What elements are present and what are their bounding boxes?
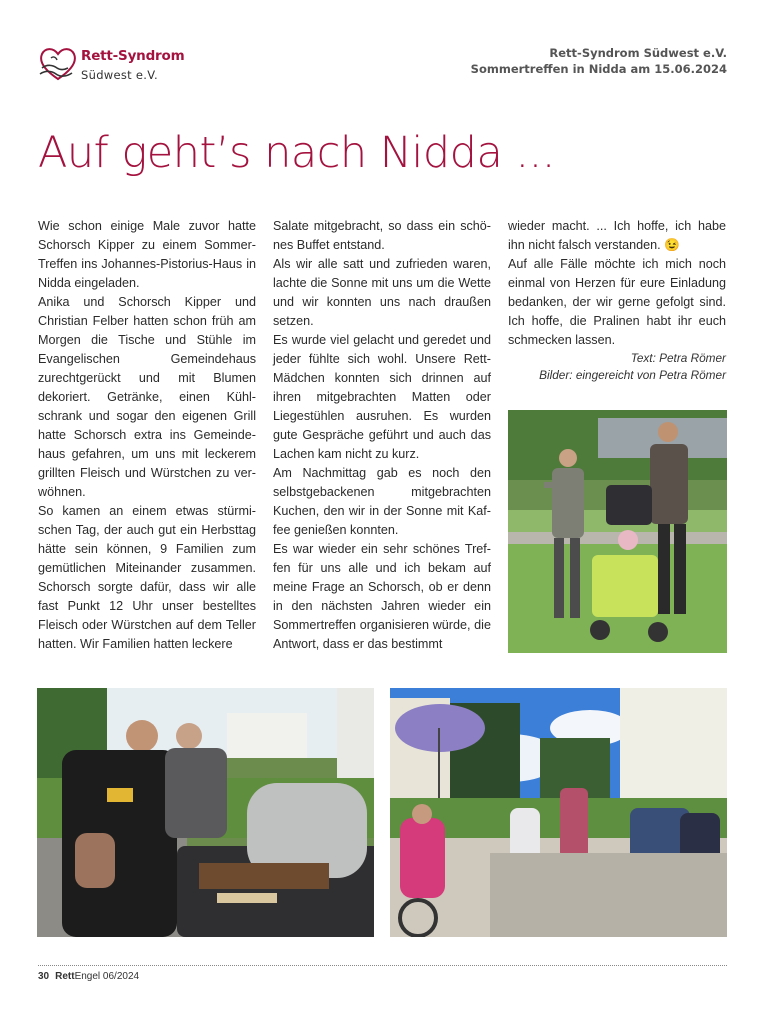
- footer-divider: [38, 965, 727, 966]
- paragraph: Auf alle Fälle möchte ich mich noch einmal von Herzen für eure Einladung bedanken, der wir gerne gefolgt sind. Ich hoffe, die Pralinen habt ihr euch schmecken lassen.: [508, 257, 726, 347]
- text-column-3: [508, 217, 726, 384]
- photo-credit: Bilder: eingereicht von Petra Römer: [539, 368, 726, 382]
- text-column-2: [273, 217, 491, 654]
- photo-garden-gathering: [390, 688, 727, 937]
- paragraph: Anika und Schorsch Kipper und Christian Felber hatten schon früh am Morgen die Tische und Stühle im Evangelischen Gemeindehaus zurechtgerückt und mit Blumen dekoriert. Getränke, einen Kühlschrank und sogar den eigenen Grill hatte Schorsch extra ins Gemeindehaus gefahren, um uns mit leckerem grillten Fleisch und Würstchen zu verwöhnen.: [38, 295, 256, 499]
- organization-logo: [37, 44, 185, 86]
- photo-family-stroller: [508, 410, 727, 653]
- paragraph: So kamen an einem etwas stürmischen Tag, der auch gut ein Herbsttag hätte sein können, 9 Familien zum gemütlichen Miteinander zusammen. Schorsch sorgte dafür, dass wir alle fast Punkt 12 Uhr unser bestelltes Fleisch oder Würstchen auf dem Teller hatten. Wir Familien hatten leckere: [38, 504, 256, 651]
- paragraph: Salate mitgebracht, so dass ein schönes Buffet entstand.: [273, 219, 491, 252]
- paragraph: wieder macht. ... Ich hoffe, ich habe ihn nicht falsch verstanden. 😉: [508, 219, 726, 252]
- photo-family-stroller-icon: [508, 410, 727, 653]
- photo-barbecue-grill: [37, 688, 374, 937]
- text-credit: Text: Petra Römer: [630, 351, 726, 365]
- paragraph: Es war wieder ein sehr schönes Treffen für uns alle und ich bekam auf meine Frage an Schorsch, ob er denn in den nächsten Jahren wieder ein Sommertreffen organisieren würde, die Antwort, dass er das bestimmt: [273, 542, 491, 651]
- logo-title: Rett-Syndrom: [81, 48, 185, 64]
- text-column-1: [38, 217, 256, 654]
- paragraph: Am Nachmittag gab es noch den selbstgebackenen mitgebrachten Kuchen, den wir in der Sonne mit Kaffee genießen konnten.: [273, 466, 491, 537]
- paragraph: Als wir alle satt und zufrieden waren, lachte die Sonne mit uns um die Wette und wir konnten uns nach draußen setzen.: [273, 257, 491, 328]
- photo-garden-gathering-icon: [390, 688, 727, 937]
- paragraph: Wie schon einige Male zuvor hatte Schorsch Kipper zu einem Sommer-Treffen ins Johannes-Pistorius-Haus in Nidda eingeladen.: [38, 219, 256, 290]
- page-footer: [38, 971, 139, 982]
- header-event: Sommertreffen in Nidda am 15.06.2024: [470, 62, 727, 76]
- page-number: 30: [38, 971, 50, 982]
- photo-barbecue-grill-icon: [37, 688, 374, 937]
- header-info: [471, 45, 727, 77]
- paragraph: Es wurde viel gelacht und geredet und jeder fühlte sich wohl. Unsere Rett-Mädchen konnten sich drinnen auf ihren mitgebrachten Matten oder Liegestühlen ausruhen. Es wurden gute Gespräche geführt und auch das Lachen kam nicht zu kurz.: [273, 333, 491, 461]
- header-organization: Rett-Syndrom Südwest e.V.: [549, 46, 727, 60]
- magazine-name-bold: Rett: [55, 971, 75, 982]
- logo-subtitle: Südwest e.V.: [81, 68, 158, 82]
- article-headline: Auf geht’s nach Nidda ...: [38, 128, 555, 178]
- heart-hands-logo-icon: [37, 44, 79, 84]
- magazine-issue: Engel 06/2024: [74, 971, 140, 982]
